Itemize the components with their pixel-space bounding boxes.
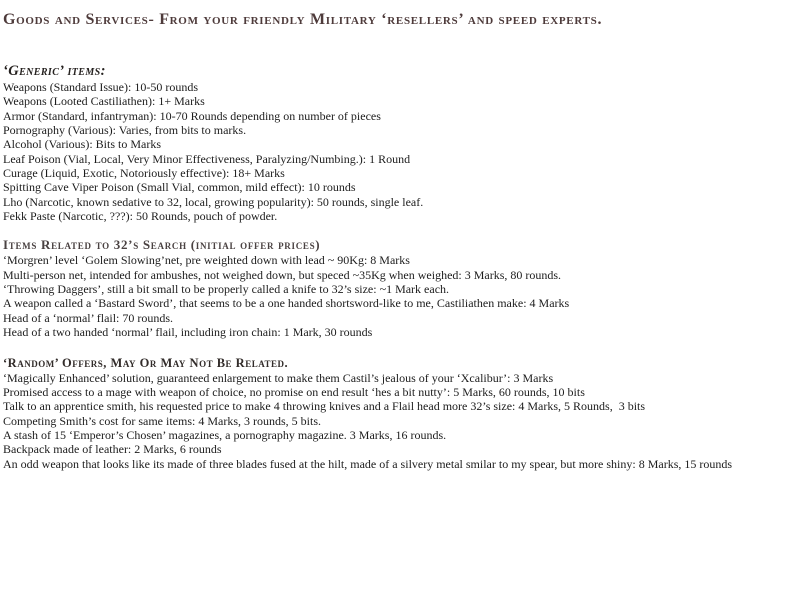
item-line: Fekk Paste (Narcotic, ???): 50 Rounds, pouch of powder.: [3, 209, 278, 224]
section-heading-generic-items: ‘Generic’ items:: [3, 63, 106, 79]
item-line: An odd weapon that looks like its made of three blades fused at the hilt, made of a silvery metal smilar to my spear, but more shiny: 8 Marks, 15 rounds: [3, 456, 733, 471]
item-line: Head of a ‘normal’ flail: 70 rounds.: [3, 310, 174, 325]
item-line: A weapon called a ‘Bastard Sword’, that seems to be a one handed shortsword-like to me, Castiliathen make: 4 Marks: [3, 296, 570, 311]
item-line: Talk to an apprentice smith, his requested price to make 4 throwing knives and a Flail head more 32’s size: 4 Marks, 5 Rounds, 3 bits: [3, 399, 646, 414]
item-line: Pornography (Various): Varies, from bits to marks.: [3, 123, 247, 138]
item-line: Weapons (Looted Castiliathen): 1+ Marks: [3, 94, 205, 109]
section-random-offers: [3, 356, 790, 471]
item-line: Leaf Poison (Vial, Local, Very Minor Effectiveness, Paralyzing/Numbing.): 1 Round: [3, 151, 411, 166]
item-line: Curage (Liquid, Exotic, Notoriously effective): 18+ Marks: [3, 166, 285, 181]
item-line: Promised access to a mage with weapon of choice, no promise on end result ‘hes a bit nutty’: 5 Marks, 60 rounds, 10 bits: [3, 384, 585, 399]
item-line: Head of a two handed ‘normal’ flail, including iron chain: 1 Mark, 30 rounds: [3, 325, 373, 340]
item-line: Spitting Cave Viper Poison (Small Vial, common, mild effect): 10 rounds: [3, 180, 356, 195]
section-items-related-to-search: [3, 236, 790, 339]
item-line: ‘Magically Enhanced’ solution, guaranteed enlargement to make them Castil’s jealous of your ‘Xcalibur’: 3 Marks: [3, 370, 554, 385]
section-generic-items: [3, 63, 790, 223]
item-line: Multi-person net, intended for ambushes, not weighed down, but speced ~35Kg when weighed: 3 Marks, 80 rounds.: [3, 267, 562, 282]
item-line: Weapons (Standard Issue): 10-50 rounds: [3, 80, 198, 94]
item-line: Alcohol (Various): Bits to Marks: [3, 137, 161, 152]
section-heading-random-offers: ‘Random’ Offers, May Or May Not Be Related.: [3, 355, 289, 370]
item-line: Lho (Narcotic, known sedative to 32, local, growing popularity): 50 rounds, single leaf.: [3, 194, 424, 209]
item-line: ‘Morgren’ level ‘Golem Slowing’net, pre weighted down with lead ~ 90Kg: 8 Marks: [3, 253, 410, 268]
document-title: Goods and Services- From your friendly Military ‘resellers’ and speed experts.: [3, 11, 603, 28]
item-line: Backpack made of leather: 2 Marks, 6 rounds: [3, 442, 222, 457]
item-line: A stash of 15 ‘Emperor’s Chosen’ magazines, a pornography magazine. 3 Marks, 16 rounds.: [3, 427, 447, 442]
item-line: ‘Throwing Daggers’, still a bit small to be properly called a knife to 32’s size: ~1 Mark each.: [3, 282, 450, 297]
item-line: Armor (Standard, infantryman): 10-70 Rounds depending on number of pieces: [3, 108, 381, 123]
section-heading-search-items: Items Related to 32’s Search (initial offer prices): [3, 237, 321, 253]
item-line: Competing Smith’s cost for same items: 4 Marks, 3 rounds, 5 bits.: [3, 413, 321, 428]
